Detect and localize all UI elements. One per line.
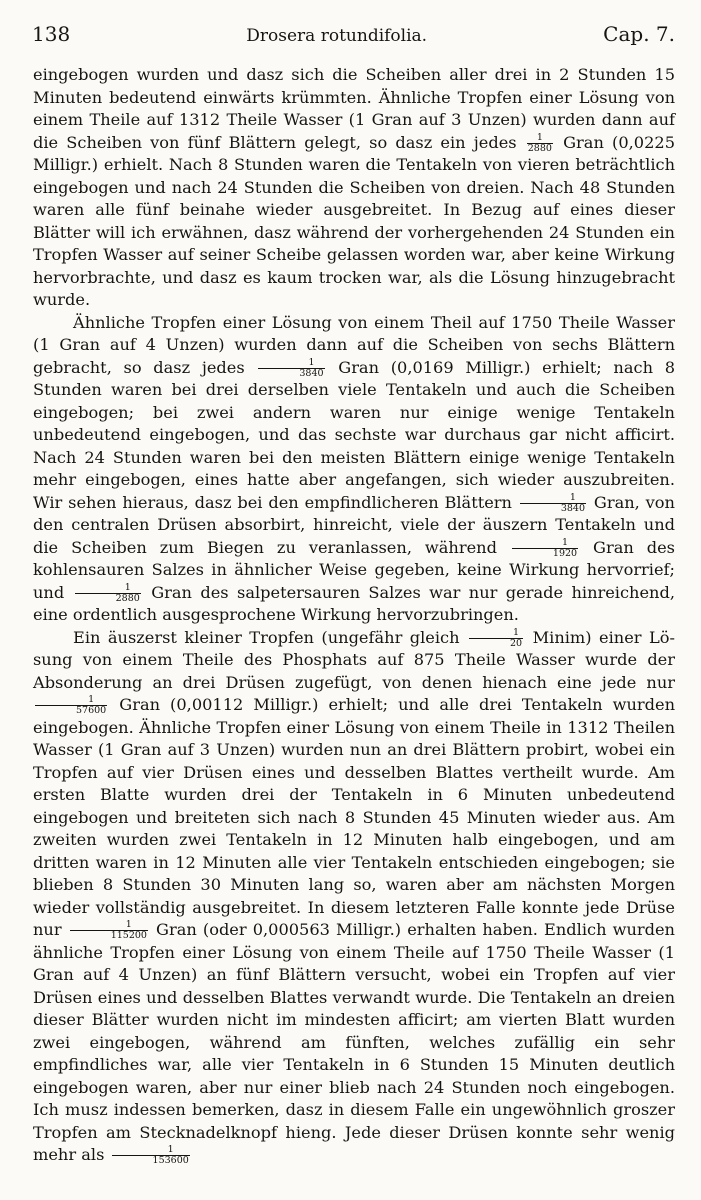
page-number: 138 [32, 22, 71, 46]
text-run: Gran (0,0169 Milligr.) erhielt; nach 8 Stunden waren bei drei derselben viele Tentakeln und auch die Scheiben eingebogen; bei zwei andern waren nur einige wenige Tentakeln unbedeutend eingebogen, und das sechste war durchaus gar nicht afficirt. Nach 24 Stunden waren bei den meisten Blättern einige wenige Tentakeln mehr eingebogen, eines hatte aber angefangen, sich wieder auszubreiten. Wir sehen hieraus, dasz bei den empfindlicheren Blättern [33, 357, 675, 512]
running-title: Drosera rotundifolia. [246, 26, 428, 46]
text-run: eingebogen wurden und dasz sich die Scheiben aller drei in 2 Stunden 15 Minuten bedeutend einwärts krümmten. Ähnliche Tropfen einer Lösung von einem Theile auf 1312 Theile Wasser (1 Gran auf 3 Unzen) wurden dann auf die Scheiben von fünf Blättern gelegt, so dasz ein jedes [33, 65, 675, 152]
fraction-denominator: 1920 [552, 547, 578, 559]
paragraph [33, 627, 675, 1167]
fraction [75, 583, 141, 604]
text-run: Ähnliche Tropfen einer Lösung von einem Theil auf 1750 Theile Wasser (1 Gran auf 4 Unzen) wurden dann auf die Scheiben von sechs Blättern gebracht, so dasz jedes [33, 312, 675, 377]
fraction-numerator: 1 [512, 538, 578, 549]
fraction [35, 695, 107, 716]
fraction [520, 493, 586, 514]
fraction [469, 628, 523, 649]
paragraph [33, 64, 675, 312]
text-run: Minim) einer Lösung von einem Theile des Phosphats auf 875 Theile Wasser wurde der Absonderung an drei Drüsen zugefügt, von denen hienach eine jede nur [33, 627, 675, 692]
fraction-numerator: 1 [35, 695, 107, 706]
fraction-numerator: 1 [112, 1145, 190, 1156]
fraction-numerator: 1 [469, 628, 523, 639]
body-text [33, 64, 675, 1167]
chapter-label: Cap. 7. [603, 22, 675, 46]
fraction-denominator: 3840 [560, 502, 586, 514]
fraction-denominator: 57600 [76, 705, 107, 716]
fraction-denominator: 153600 [152, 1155, 189, 1166]
fraction-numerator: 1 [520, 493, 586, 504]
paragraph [33, 312, 675, 627]
fraction-denominator: 115200 [110, 930, 147, 941]
fraction [527, 133, 553, 154]
text-run: Gran des salpetersauren Salzes war nur gerade hinreichend, eine ordentlich ausgesprochene Wirkung hervorzubringen. [33, 582, 675, 624]
fraction-numerator: 1 [258, 358, 324, 369]
fraction-denominator: 20 [510, 637, 523, 649]
fraction [258, 358, 324, 379]
text-run: Gran, von den centralen Drüsen absorbirt, hinreicht, viele der äuszern Tentakeln und die Scheiben zum Biegen zu veranlassen, während [33, 492, 675, 557]
fraction-numerator: 1 [70, 920, 148, 931]
text-run: Gran (oder 0,000563 Milligr.) erhalten haben. Endlich wurden ähnliche Tropfen einer Lösung von einem Theile auf 1750 Theile Wasser (1 Gran auf 4 Unzen) an fünf Blättern versucht, wobei ein Tropfen auf vier Drüsen eines und desselben Blattes verwandt wurde. Die Tentakeln an dreien dieser Blätter wurden nicht im mindesten afficirt; am vierten Blatt wurden zwei eingebogen, während am fünften, welches zufällig ein sehr empfindliches war, alle vier Tentakeln in 6 Stunden 15 Minuten deutlich eingebogen waren, aber nur einer blieb nach 24 Stunden noch eingebogen. Ich musz indessen bemerken, dasz in diesem Falle ein ungewöhnlich groszer Tropfen am Stecknadelknopf hieng. Jede dieser Drüsen konnte sehr wenig mehr als [33, 920, 675, 1164]
fraction-denominator: 3840 [299, 367, 324, 379]
text-run: Gran des kohlensauren Salzes in ähnlicher Weise gegeben, keine Wirkung hervorrief; und [33, 537, 675, 602]
fraction-numerator: 1 [527, 133, 553, 144]
fraction [70, 920, 148, 941]
fraction [112, 1145, 190, 1166]
text-run: Gran (0,0225 Milligr.) erhielt. Nach 8 Stunden waren die Tentakeln von vieren beträchtlich eingebogen und nach 24 Stunden die Scheiben von dreien. Nach 48 Stunden waren alle fünf beinahe wieder ausgebreitet. In Bezug auf eines dieser Blätter will ich erwähnen, dasz während der vorhergehenden 24 Stunden ein Tropfen Wasser auf seiner Scheibe gelassen worden war, aber keine Wirkung hervorbrachte, und dasz es kaum trocken war, als die Lösung hinzugebracht wurde. [33, 132, 675, 309]
fraction-denominator: 2880 [115, 592, 140, 604]
running-header [32, 22, 675, 52]
text-run: Ein äuszerst kleiner Tropfen (ungefähr gleich [73, 627, 460, 647]
fraction-numerator: 1 [75, 583, 141, 594]
fraction [512, 538, 578, 559]
fraction-denominator: 2880 [527, 142, 552, 154]
text-run: Gran (0,00112 Milligr.) erhielt; und alle drei Tentakeln wurden eingebogen. Ähnliche Tropfen einer Lösung von einem Theile in 1312 Theilen Wasser (1 Gran auf 3 Unzen) wurden nun an drei Blättern probirt, wobei ein Tropfen auf vier Drüsen eines und desselben Blattes vertheilt wurde. Am ersten Blatte wurden drei der Tentakeln in 6 Minuten unbedeutend eingebogen und breiteten sich nach 8 Stunden 45 Minuten wieder aus. Am zweiten wurden zwei Tentakeln in 12 Minuten halb eingebogen, und am dritten waren in 12 Minuten alle vier Tentakeln entschieden eingebogen; sie blieben 8 Stunden 30 Minuten lang so, waren aber am nächsten Morgen wieder vollständig ausgebreitet. In diesem letzteren Falle konnte jede Drüse nur [33, 695, 675, 939]
